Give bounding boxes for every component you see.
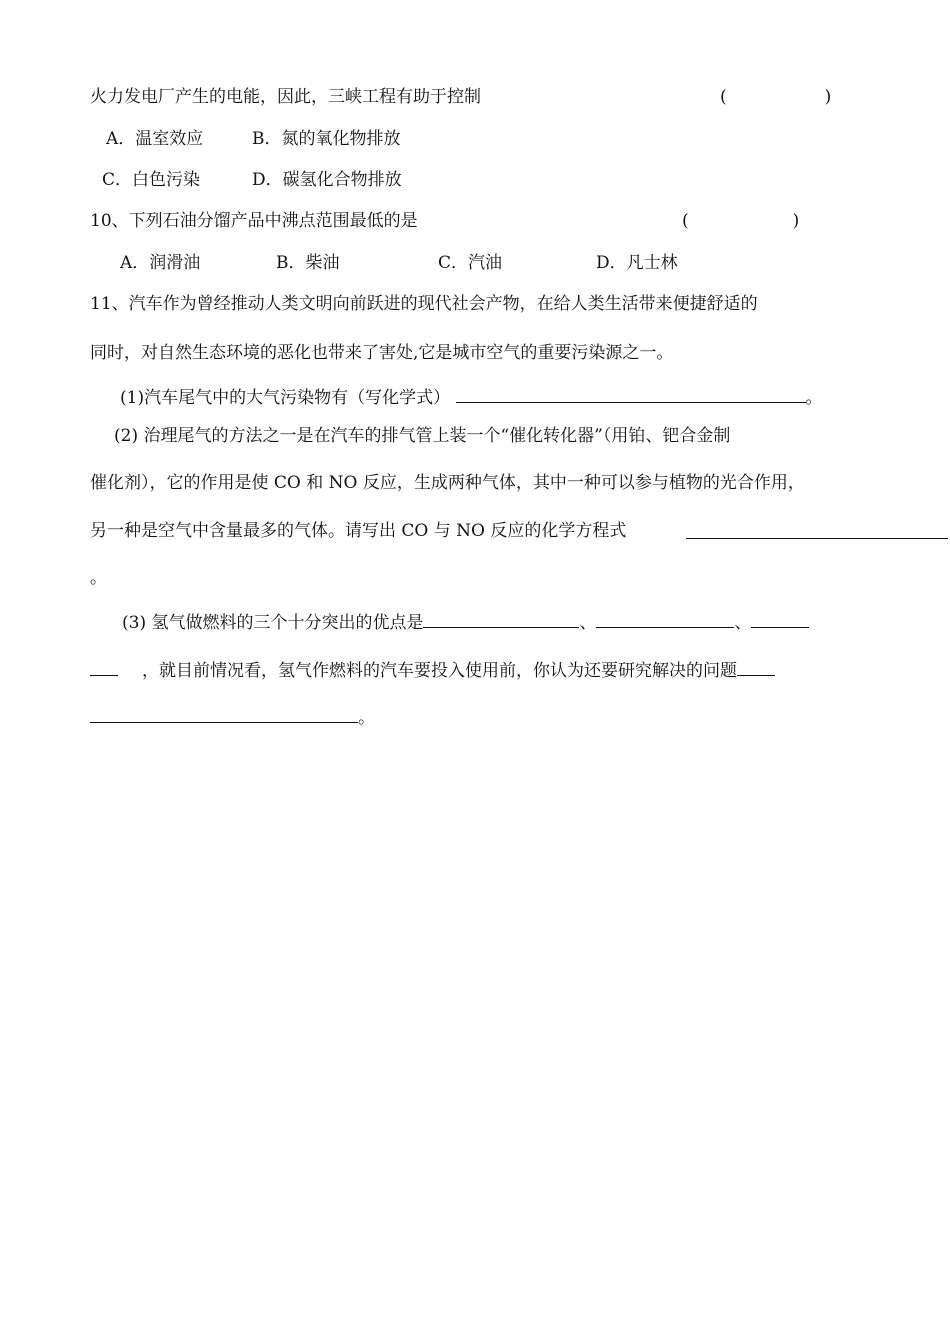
q10-answer-paren[interactable] xyxy=(682,210,799,232)
q9-answer-paren[interactable] xyxy=(720,86,831,108)
q9-option-d[interactable]: D．碳氢化合物排放 xyxy=(252,170,402,190)
q9-paren-close: ) xyxy=(824,87,832,107)
q11-part3-advantage-3-blank-cont[interactable] xyxy=(90,657,118,676)
q9-option-a[interactable]: A．温室效应 xyxy=(106,129,204,149)
q11-part3-line-1: (3) 氢气做燃料的三个十分突出的优点是 、 、 xyxy=(122,609,809,634)
q9-paren-open: ( xyxy=(720,87,727,107)
q11-part2-line-2: 催化剂），它的作用是使 CO 和 NO 反应，生成两种气体，其中一种可以参与植物的光合作用， xyxy=(90,473,805,493)
q10-paren-close: ) xyxy=(792,211,800,231)
q10-option-b[interactable]: B．柴油 xyxy=(276,253,340,273)
q9-stem-tail xyxy=(90,86,481,108)
q11-stem-line-1: 11、汽车作为曾经推动人类文明向前跃进的现代社会产物，在给人类生活带来便捷舒适的 xyxy=(90,294,758,314)
q10-option-a[interactable]: A．润滑油 xyxy=(120,253,201,273)
q9-stem-text: 火力发电厂产生的电能，因此，三峡工程有助于控制 xyxy=(90,87,481,107)
q11-part2-end: 。 xyxy=(90,568,107,588)
q11-part3-advantage-1-blank[interactable] xyxy=(423,609,579,628)
q11-part3-advantage-2-blank[interactable] xyxy=(596,609,734,628)
q10-option-c[interactable]: C．汽油 xyxy=(438,253,503,273)
q10-stem: 10、下列石油分馏产品中沸点范围最低的是 xyxy=(90,211,418,231)
q11-stem-line-2: 同时，对自然生态环境的恶化也带来了害处,它是城市空气的重要污染源之一。 xyxy=(90,343,674,363)
q11-part3-line-3: 。 xyxy=(90,704,375,729)
q11-part3-problem-blank[interactable] xyxy=(737,657,775,676)
q11-part3-problem-blank-cont[interactable] xyxy=(90,704,358,723)
q11-part1-answer-blank[interactable] xyxy=(456,384,806,403)
q9-option-c[interactable]: C．白色污染 xyxy=(102,170,201,190)
q9-option-b[interactable]: B．氮的氧化物排放 xyxy=(252,129,401,149)
q10-option-d[interactable]: D．凡士林 xyxy=(596,253,678,273)
q10-paren-open: ( xyxy=(682,211,689,231)
q11-part2-equation-blank[interactable] xyxy=(686,520,948,539)
q11-part2-line-3: 另一种是空气中含量最多的气体。请写出 CO 与 NO 反应的化学方程式 xyxy=(90,521,627,541)
q11-part3-advantage-3-blank[interactable] xyxy=(751,609,809,628)
q11-part3-line-2: ，就目前情况看，氢气作燃料的汽车要投入使用前，你认为还要研究解决的问题 xyxy=(90,657,775,682)
q11-part2-line-1: (2) 治理尾气的方法之一是在汽车的排气管上装一个“催化转化器”（用铂、钯合金制 xyxy=(114,426,731,446)
q11-part1: (1)汽车尾气中的大气污染物有（写化学式） 。 xyxy=(120,384,823,409)
